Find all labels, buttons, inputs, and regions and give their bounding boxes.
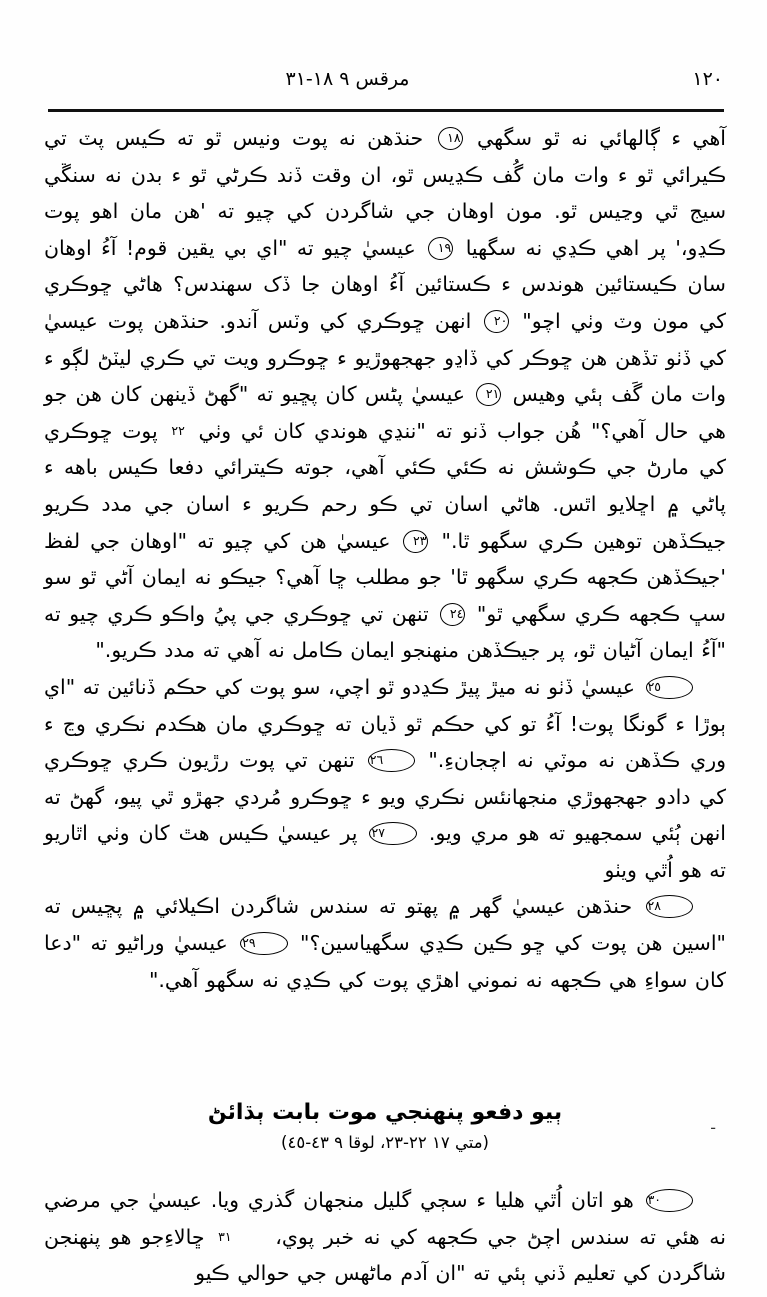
verse-text: پر عيسيٰ ڪيس هٿ کان وٺي اٿاريو ته هو اُٿي ويٺو xyxy=(44,821,726,882)
verse-number-marker: ٢١ xyxy=(476,383,501,406)
section-cross-reference: (متي ١٧ ٢٢-٢٣، لوقا ٩ ٤٣-٤٥) xyxy=(281,1133,489,1152)
verse-number-marker: ٢٧ xyxy=(369,822,416,845)
header-divider-rule xyxy=(48,109,724,112)
verse-text: پوت ڇوڪري کي مارڻ جي ڪوشش نه ڪئي ڪئي آهي، جوته ڪيترائي دفعا ڪيس باهه ء پاڻي ۾ اڇلايو اٿس. هاڻي اسان تي ڪو رحم ڪريو ء اسان جي مدد ڪريو جيڪڏهن توهين ڪري سگهو ٿا." xyxy=(44,418,726,553)
verse-text: حنڌهن نه پوت ونيس ٿو ته ڪيس پٽ تي ڪيرائي ٿو ء وات مان گُف ڪڍيس ٿو، ان وقت ڏند ڪرڻي ٿو ء بدن نه سنڱي سيج ٿي وڃيس ٿو. مون اوهان جي شاگردن کي چيو ته 'هن مان اهو پوت ڪڍو،' پر اهي ڪڍي نه سگهيا xyxy=(44,126,726,260)
paragraph xyxy=(44,888,726,998)
running-header xyxy=(48,66,723,94)
verse-text: آهي ء ڳالهائي نه ٿو سگهي xyxy=(465,126,726,150)
verse-number-marker: ٣٠ xyxy=(646,1189,693,1212)
text-column-upper xyxy=(44,120,726,998)
verse-number-marker: ٢٤ xyxy=(440,603,465,626)
verse-number-marker: ١٩ xyxy=(428,237,453,260)
verse-number-marker: ٢٩ xyxy=(240,932,287,955)
paragraph-group-upper xyxy=(44,120,726,998)
verse-text: تنهن تي ڇوڪري جي پيُ واڪو ڪري چيو ته "آءُ ايمان آڻيان ٿو، پر جيڪڏهن منهنجو ايمان ڪامل نه آهي ته مدد ڪريو." xyxy=(44,601,726,663)
verse-number-marker: ١٨ xyxy=(438,127,463,150)
paragraph-group-lower xyxy=(44,1182,726,1292)
verse-text: ڇالاءِجو هو پنهنجن شاگردن کي تعليم ڏني ٻئي ته "ان آدم ماڻهس جي حوالي ڪيو xyxy=(44,1224,726,1286)
paragraph xyxy=(44,120,726,669)
verse-text: هو اتان اُٿي هليا ء سڄي گليل منجهان گذري ويا. عيسيٰ جي مرضي نه هئي ته سندس اچڻ جي ڪجهه کي نه خبر پوي، xyxy=(44,1188,726,1249)
verse-number-marker: ٢٠ xyxy=(484,310,509,333)
margin-dash-mark: - xyxy=(710,1118,716,1137)
paragraph xyxy=(44,1182,726,1292)
verse-number-marker: ٢٥ xyxy=(646,676,693,699)
verse-text: حنڌهن عيسيٰ گهر ۾ پهتو ته سندس شاگردن اڪيلائي ۾ پڇيس ته "اسين هن پوت کي ڇو ڪين ڪڍي سگهياسين؟" xyxy=(44,894,726,956)
text-column-lower xyxy=(44,1182,726,1292)
verse-text: عيسيٰ ڏٺو نه ميڙ پيڙ ڪڍدو ٿو اچي، سو پوت کي حڪم ڏنائين ته "اي ٻوڙا ء گونگا پوت! آءُ تو کي حڪم ٿو ڏيان ته ڇوڪري مان هڪدم نڪري وڃ ء وري ڪڏهن نه موٽي نه اچجانءِ." xyxy=(44,674,726,773)
verse-text: انهن ڇوڪري کي وٽس آندو. حنڌهن پوت عيسيٰ کي ڏٺو تڏهن هن ڇوڪر کي ڏاڍو جهجهوڙيو ء ڇوڪرو ويت تي ڪري ليٽڻ لڳو ء وات مان گَف ٻئي وهيس xyxy=(44,308,726,407)
header-scripture-reference: مرقس ٩ ١٨-٣١ xyxy=(285,68,410,90)
verse-text: عيسيٰ وراڻيو ته "دعا کان سواءِ هي ڪجهه نه نموني اهڙي پوت کي ڪڍي نه سگهو آهي." xyxy=(44,931,726,992)
verse-text: عيسيٰ چيو ته "اي بي يقين قوم! آءُ اوهان سان ڪيستائين هوندس ء ڪستائين آءُ اوهان جا ڏک سهندس؟ هاڻي ڇوڪري کي مون وٽ وٺي اچو" xyxy=(44,235,726,333)
verse-text: عيسيٰ پڻس کان پڇيو ته "گهڻ ڏينهن کان هن جو هي حال آهي؟" هُن جواب ڏنو ته "ننڍي هوندي کان ئي وٺي xyxy=(44,382,726,443)
page-number: ١٢٠ xyxy=(692,68,723,90)
verse-number-marker: ٣١ xyxy=(218,1228,232,1244)
verse-number-marker: ٢٦ xyxy=(368,749,415,772)
section-title: ٻيو دفعو پنهنجي موت بابت ٻڌائڻ xyxy=(207,1100,563,1125)
section-heading-block xyxy=(44,1098,726,1156)
verse-text: عيسيٰ هن کي چيو ته "اوهان جي لفظ 'جيڪڏهن ڪجهه ڪري سگهو ٿا' جو مطلب ڇا آهي؟ جيڪو نه ايمان آڻي ٿو سو سڀ ڪجهه ڪري سگهي ٿو" xyxy=(44,528,726,626)
verse-number-marker: ٢٣ xyxy=(403,530,428,553)
paragraph xyxy=(44,669,726,889)
verse-number-marker: ٢٢ xyxy=(171,422,185,438)
verse-text: تنهن تي پوت رڙيون ڪري ڇوڪري کي دادو جهجهوڙي منجهانئس نڪري ويو ء ڇوڪرو مُردي جهڙو ٿي پيو، گهڻ ته انهن ٻُئي سمجهيو ته هو مري ويو. xyxy=(44,748,726,846)
verse-number-marker: ٢٨ xyxy=(646,895,693,918)
